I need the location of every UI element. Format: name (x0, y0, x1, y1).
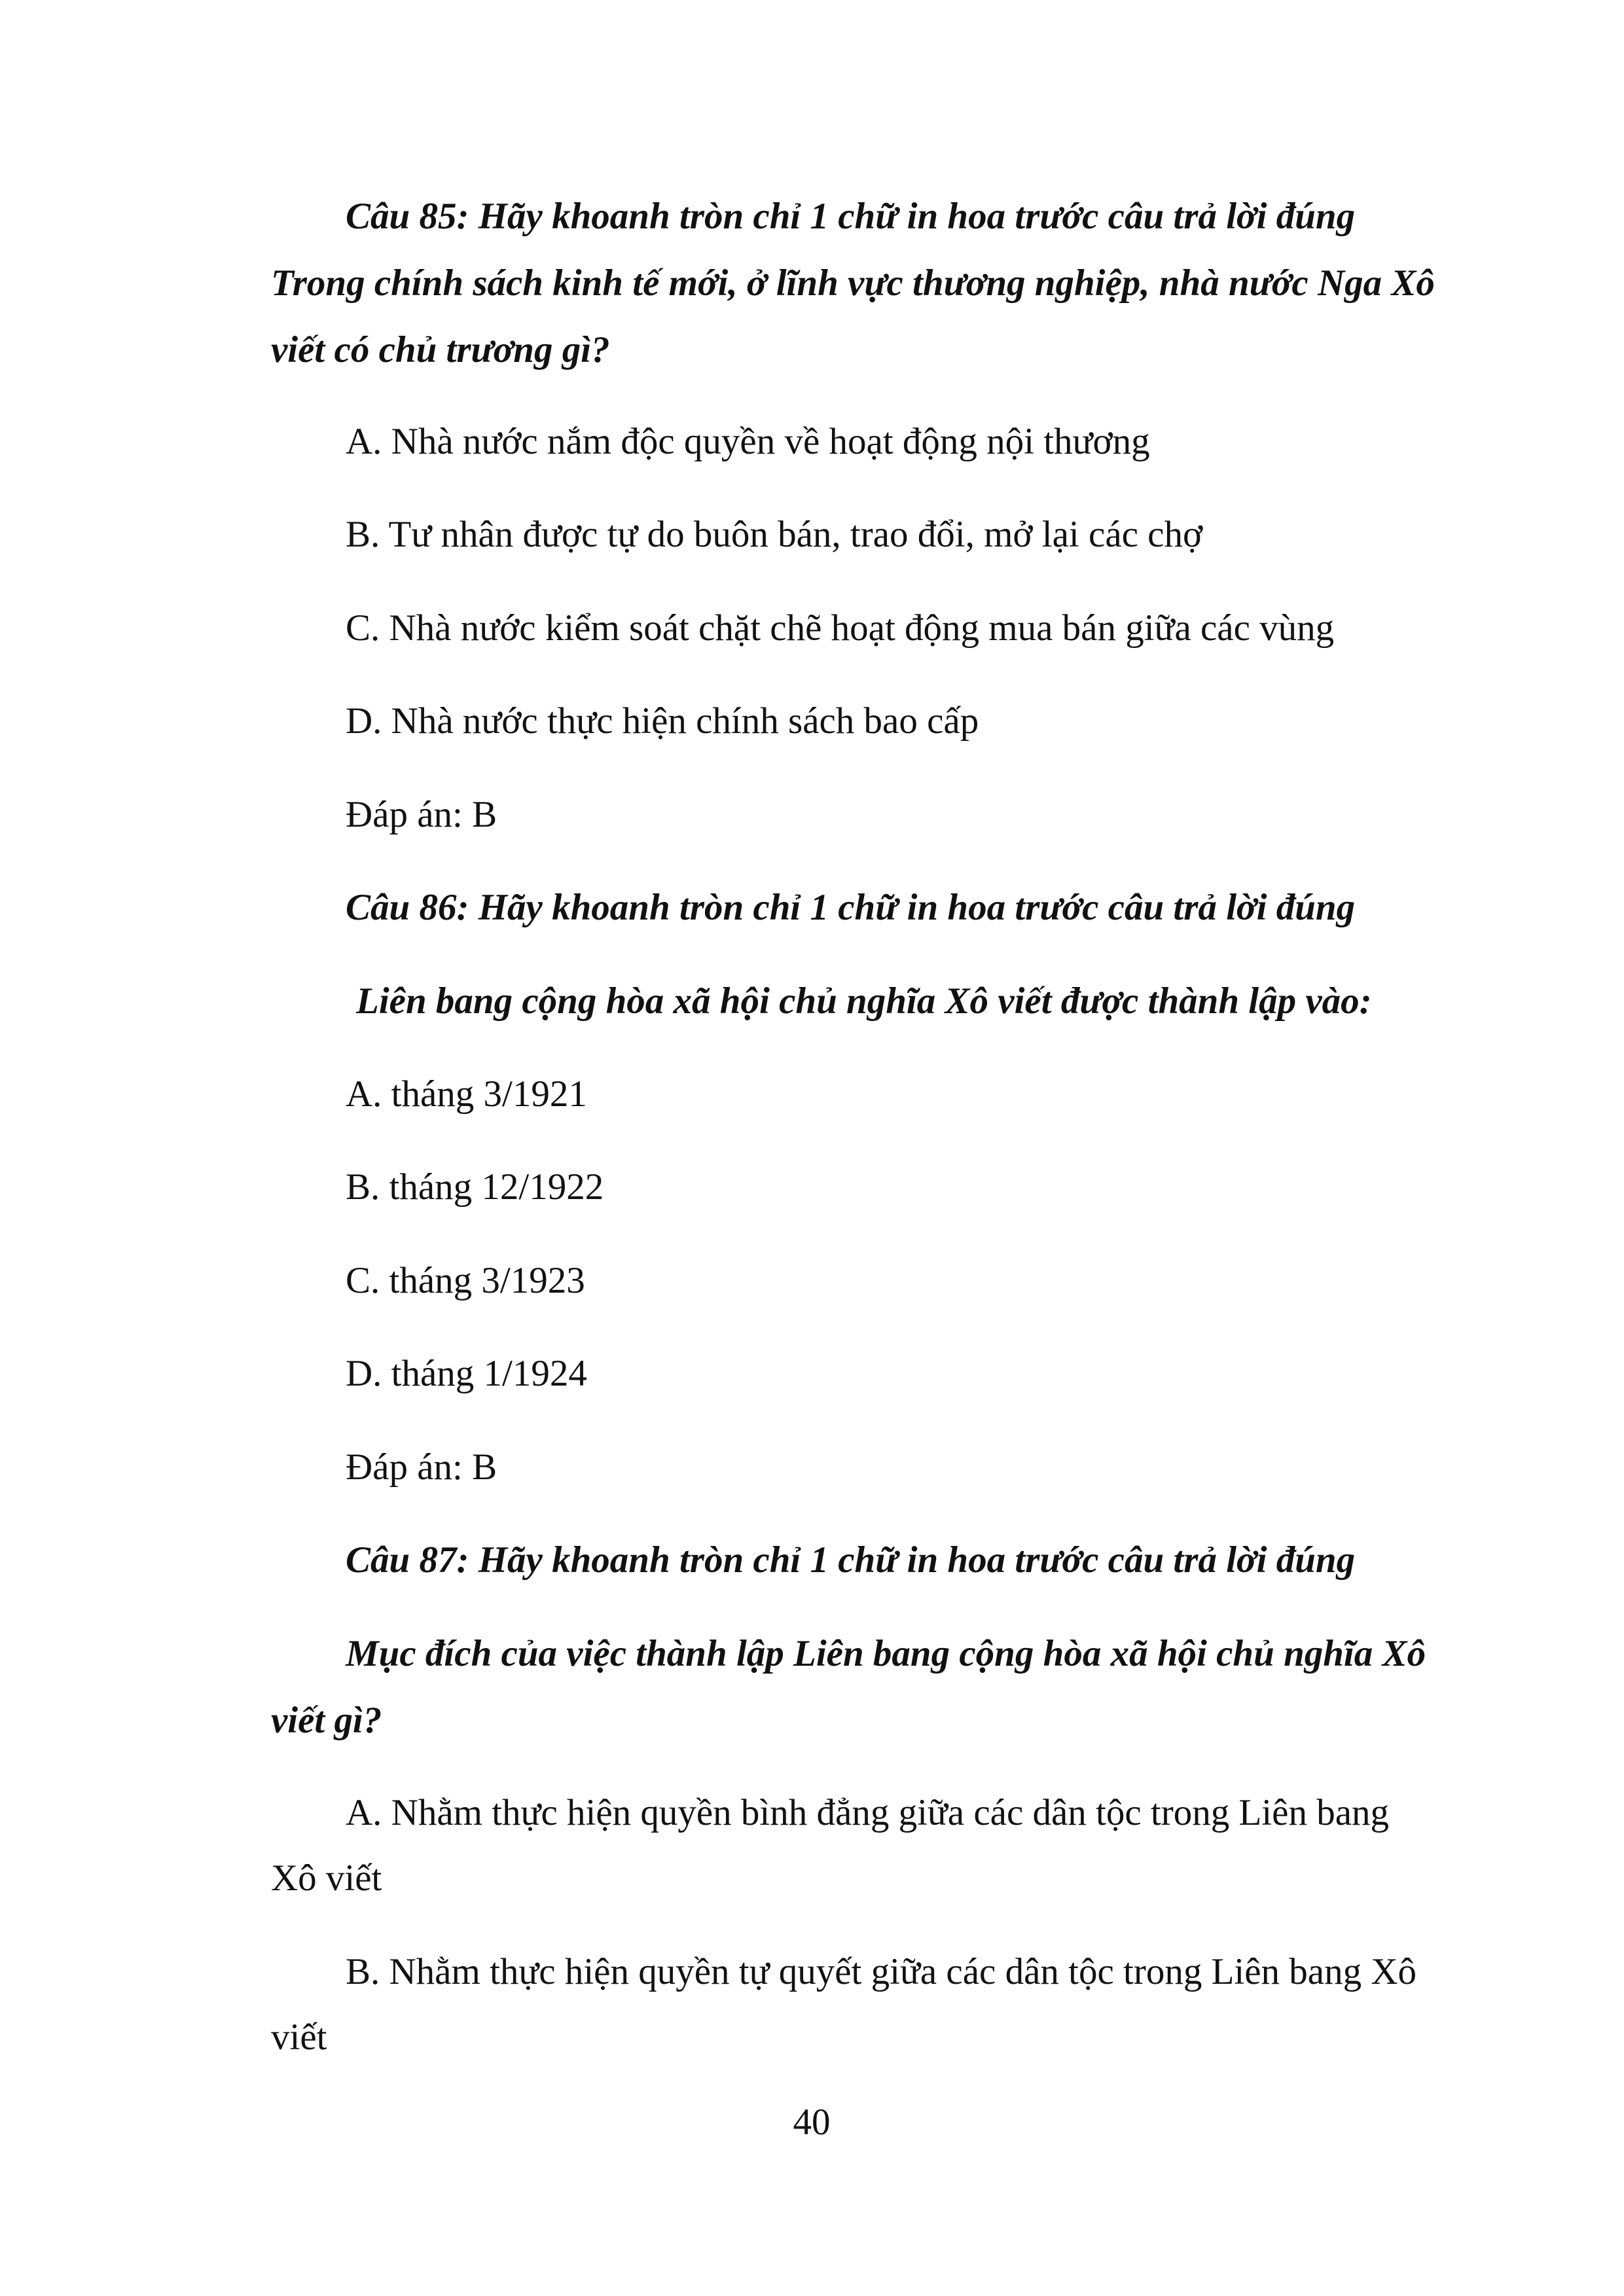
question-86-prompt-line-1: Liên bang cộng hòa xã hội chủ nghĩa Xô viết được thành lập vào: (356, 980, 1372, 1022)
question-85-prompt-line-2: viết có chủ trương gì? (271, 329, 610, 370)
page-number: 40 (793, 2102, 831, 2143)
question-87-option-b-line-2: viết (271, 2017, 327, 2058)
question-85-heading: Câu 85: Hãy khoanh tròn chỉ 1 chữ in hoa trước câu trả lời đúng (346, 196, 1356, 237)
question-86-option-a: A. tháng 3/1921 (346, 1073, 587, 1115)
question-85-prompt-line-1: Trong chính sách kinh tế mới, ở lĩnh vực thương nghiệp, nhà nước Nga Xô (271, 262, 1435, 304)
question-85-option-d: D. Nhà nước thực hiện chính sách bao cấp (346, 700, 979, 742)
question-86-option-d: D. tháng 1/1924 (346, 1353, 587, 1394)
question-86-option-b: B. tháng 12/1922 (346, 1166, 604, 1208)
question-87-prompt-line-2: viết gì? (271, 1700, 382, 1741)
question-86-heading: Câu 86: Hãy khoanh tròn chỉ 1 chữ in hoa trước câu trả lời đúng (346, 887, 1356, 928)
question-87-prompt-line-1: Mục đích của việc thành lập Liên bang cộng hòa xã hội chủ nghĩa Xô (346, 1633, 1426, 1674)
question-85-option-a: A. Nhà nước nắm độc quyền về hoạt động nội thương (346, 421, 1150, 462)
question-85-answer: Đáp án: B (346, 794, 497, 835)
question-85-option-c: C. Nhà nước kiểm soát chặt chẽ hoạt động mua bán giữa các vùng (346, 607, 1335, 649)
question-87-heading: Câu 87: Hãy khoanh tròn chỉ 1 chữ in hoa trước câu trả lời đúng (346, 1539, 1356, 1581)
question-85-option-b: B. Tư nhân được tự do buôn bán, trao đổi, mở lại các chợ (346, 514, 1203, 555)
question-87-option-b-line-1: B. Nhằm thực hiện quyền tự quyết giữa các dân tộc trong Liên bang Xô (346, 1951, 1416, 1992)
question-86-option-c: C. tháng 3/1923 (346, 1260, 585, 1301)
question-87-option-a-line-2: Xô viết (271, 1857, 382, 1899)
question-87-option-a-line-1: A. Nhằm thực hiện quyền bình đẳng giữa các dân tộc trong Liên bang (346, 1792, 1389, 1833)
question-86-answer: Đáp án: B (346, 1446, 497, 1488)
